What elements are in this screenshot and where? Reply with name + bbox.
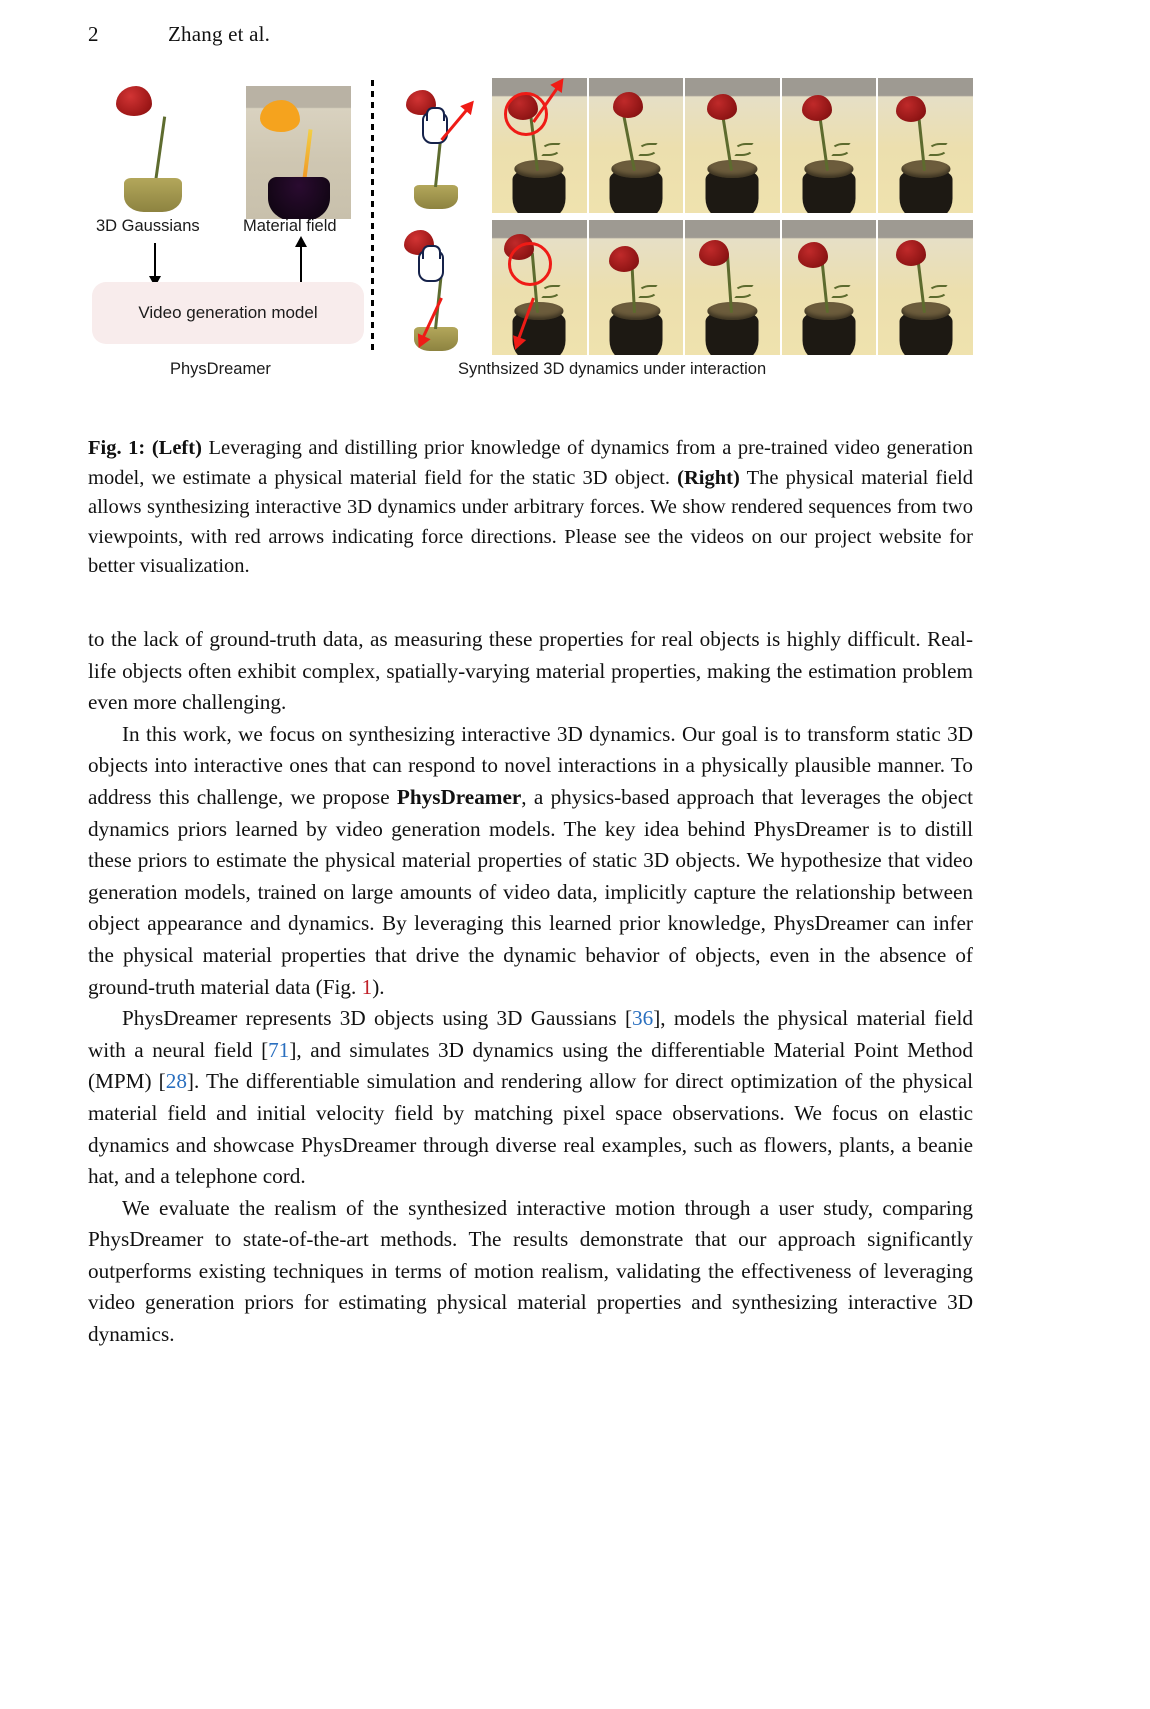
- rendered-frame: [878, 78, 973, 213]
- figure-caption-right-tag: (Right): [677, 466, 740, 489]
- body-paragraph: [88, 1003, 973, 1193]
- rendered-frame: [589, 78, 684, 213]
- body-text-run: We evaluate the realism of the synthesized interactive motion through a user study, comparing PhysDreamer to state-of-the-art methods. The results demonstrate that our approach significantly outperforms existing techniques in terms of motion realism, validating the effectiveness of leveraging video generation priors for estimating physical material properties and synthesizing interactive 3D dynamics.: [88, 1195, 973, 1347]
- interaction-input-bottom: [388, 220, 484, 355]
- figure-caption-left-text: Leveraging and distilling prior knowledge of dynamics from a pre-trained video generation model, we estimate a physical material field for the static 3D object.: [88, 437, 973, 489]
- soil-shape: [515, 160, 564, 178]
- rendered-frames-top: [492, 78, 973, 213]
- rendered-frames-bottom: [492, 220, 973, 355]
- soil-shape: [804, 160, 853, 178]
- material-pot-shape: [268, 177, 330, 219]
- rendered-frame: [782, 78, 877, 213]
- body-text-run: ], models the physical material field with a neural field [: [88, 1006, 973, 1062]
- flower-pot-shape: [414, 185, 458, 209]
- gaussians-thumbnail: [98, 78, 208, 218]
- body-text-run: to the lack of ground-truth data, as measuring these properties for real objects is highly difficult. Real-life objects often exhibit complex, spatially-varying material properties, making the estimation problem even more challenging.: [88, 627, 973, 715]
- figure-reference[interactable]: 1: [361, 974, 373, 999]
- emphasis-text: PhysDreamer: [396, 784, 522, 809]
- rendered-frame: [589, 220, 684, 355]
- running-authors: Zhang et al.: [168, 22, 271, 46]
- body-text-run: ).: [372, 974, 385, 999]
- citation-reference[interactable]: 36: [632, 1006, 654, 1031]
- leaf-shape: [831, 285, 851, 298]
- video-generation-model-box: [92, 282, 364, 344]
- interaction-row-top: [388, 78, 973, 213]
- soil-shape: [804, 302, 853, 320]
- body-paragraph: [88, 719, 973, 1003]
- body-text-run: PhysDreamer represents 3D objects using 3D Gaussians [: [122, 1006, 633, 1031]
- label-material-field: Material field: [243, 217, 337, 235]
- leaf-shape: [734, 285, 754, 298]
- leaf-shape: [831, 143, 851, 156]
- body-text-run: , a physics-based approach that leverages the object dynamics priors learned by video generation models. The key idea behind PhysDreamer is to distill these priors to estimate the physical material properties of static 3D objects. We hypothesize that video generation models, trained on large amounts of video data, implicitly capture the relationship between object appearance and dynamics. By leveraging this learned prior knowledge, PhysDreamer can infer the physical material properties that drive the dynamic behavior of objects, even in the absence of ground-truth material data (Fig.: [88, 784, 973, 999]
- label-3d-gaussians: 3D Gaussians: [96, 217, 200, 235]
- body-paragraph: [88, 1193, 973, 1351]
- leaf-shape: [541, 285, 561, 298]
- video-generation-model-label: Video generation model: [138, 303, 318, 322]
- leaf-shape: [928, 285, 948, 298]
- leaf-shape: [638, 143, 658, 156]
- figure-1: [88, 78, 973, 408]
- figure-caption-number: Fig. 1:: [88, 437, 146, 459]
- interaction-input-top: [388, 78, 484, 213]
- material-bloom-shape: [260, 100, 300, 132]
- rose-bloom-shape: [707, 94, 737, 120]
- rose-bloom-shape: [896, 240, 926, 266]
- arrow-up-icon: [300, 246, 302, 282]
- leaf-shape: [734, 143, 754, 156]
- leaf-shape: [928, 143, 948, 156]
- body-text: [88, 624, 973, 1351]
- figure-left-panel: [88, 78, 363, 378]
- rose-bloom-shape: [802, 95, 832, 121]
- rendered-frame: [492, 78, 587, 213]
- citation-reference[interactable]: 71: [268, 1037, 290, 1062]
- rose-bloom-shape: [896, 96, 926, 122]
- rendered-frame: [782, 220, 877, 355]
- figure-caption-right-text: The physical material field allows synthesizing interactive 3D dynamics under arbitrary forces. We show rendered sequences from two viewpoints, with red arrows indicating force directions. Please see the videos on our project website for better visualization.: [88, 466, 973, 578]
- rose-bloom-shape: [699, 240, 729, 266]
- rendered-frame: [878, 220, 973, 355]
- rendered-frame: [685, 220, 780, 355]
- body-text-run: In this work, we focus on synthesizing interactive 3D dynamics. Our goal is to transform static 3D objects into interactive ones that can respond to novel interactions in a physically plausible manner. To address this challenge, we propose: [88, 721, 973, 809]
- rendered-frame: [685, 78, 780, 213]
- interaction-circle-icon: [508, 242, 552, 286]
- rose-bloom-shape: [116, 86, 152, 116]
- interaction-circle-icon: [504, 92, 548, 136]
- body-text-run: ]. The differentiable simulation and rendering allow for direct optimization of the physical material field and initial velocity field by matching pixel space observations. We focus on elastic dynamics and showcase PhysDreamer through diverse real examples, such as flowers, plants, a beanie hat, and a telephone cord.: [88, 1069, 973, 1189]
- rose-bloom-shape: [798, 242, 828, 268]
- figure-divider: [371, 80, 374, 355]
- page-number: 2: [88, 22, 99, 46]
- rose-bloom-shape: [609, 246, 639, 272]
- figure-caption-left-tag: (Left): [151, 437, 202, 459]
- body-text-run: ], and simulates 3D dynamics using the differentiable Material Point Method (MPM) [: [88, 1037, 973, 1094]
- leaf-shape: [638, 285, 658, 298]
- leaf-shape: [541, 143, 561, 156]
- label-physdreamer: PhysDreamer: [170, 360, 271, 378]
- arrow-down-icon: [154, 243, 156, 277]
- figure-right-panel: [388, 78, 973, 356]
- citation-reference[interactable]: 28: [165, 1069, 187, 1094]
- rose-stem-shape: [154, 116, 166, 182]
- soil-shape: [515, 302, 564, 320]
- rose-bloom-shape: [613, 92, 643, 118]
- flower-pot-shape: [124, 178, 182, 212]
- material-field-thumbnail: [246, 86, 351, 219]
- figure-caption: [88, 434, 973, 582]
- running-head: [88, 22, 988, 52]
- rendered-frame: [492, 220, 587, 355]
- hand-cursor-icon: [418, 250, 444, 282]
- body-paragraph: [88, 624, 973, 719]
- label-synthesized-dynamics: Synthsized 3D dynamics under interaction: [458, 360, 767, 378]
- interaction-row-bottom: [388, 220, 973, 355]
